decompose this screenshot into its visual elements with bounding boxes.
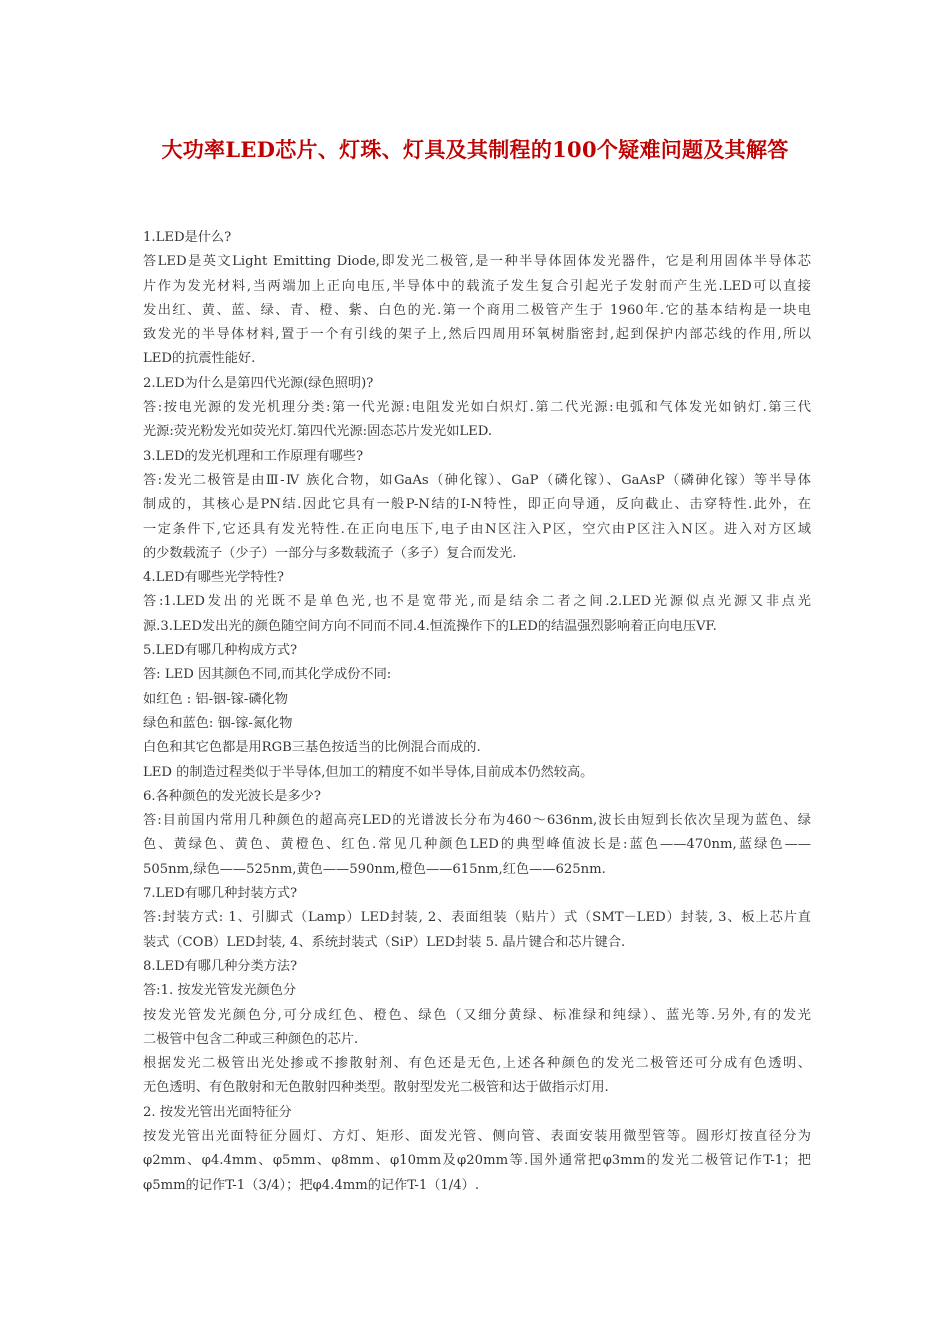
text-line: 白色和其它色都是用RGB三基色按适当的比例混合而成的. <box>143 740 481 756</box>
text-line: 的少数载流子（少子）一部分与多数载流子（多子）复合而发光. <box>143 545 517 561</box>
text-line: 二极管中包含二种或三种颜色的芯片. <box>143 1031 359 1047</box>
text-line: 2.LED为什么是第四代光源(绿色照明)? <box>143 375 374 391</box>
text-line: 装式（COB）LED封装, 4、系统封装式（SiP）LED封装 5. 晶片键合和芯片键合. <box>143 934 626 950</box>
text-line: 源.3.LED发出光的颜色随空间方向不同而不同.4.恒流操作下的LED的结温强烈影响着正向电压VF. <box>143 618 717 634</box>
document-body <box>143 226 811 1198</box>
text-line: 根据发光二极管出光处掺或不掺散射剂、有色还是无色,上述各种颜色的发光二极管还可分成有色透明、 <box>143 1056 811 1072</box>
text-line: 3.LED的发光机理和工作原理有哪些? <box>143 448 364 464</box>
text-line: 按发光管发光颜色分,可分成红色、橙色、绿色（又细分黄绿、标准绿和纯绿）、蓝光等.另外,有的发光 <box>143 1007 811 1023</box>
text-line: 1.LED是什么? <box>143 230 232 245</box>
text-line: 片作为发光材料,当两端加上正向电压,半导体中的载流子发生复合引起光子发射而产生光.LED可以直接 <box>143 278 811 294</box>
text-line: 光源:荧光粉发光如荧光灯.第四代光源:固态芯片发光如LED. <box>143 424 493 440</box>
text-line: 发出红、黄、蓝、绿、青、橙、紫、白色的光.第一个商用二极管产生于 1960年.它的基本结构是一块电 <box>143 302 811 318</box>
document-title: 大功率LED芯片、灯珠、灯具及其制程的100个疑难问题及其解答 <box>161 137 789 162</box>
text-line: 答:目前国内常用几种颜色的超高亮LED的光谱波长分布为460～636nm,波长由短到长依次呈现为蓝色、绿 <box>143 813 811 829</box>
text-line: 505nm,绿色——525nm,黄色——590nm,橙色——615nm,红色——625nm. <box>143 861 606 877</box>
text-line: 答:按电光源的发光机理分类:第一代光源:电阻发光如白炽灯.第二代光源:电弧和气体发光如钠灯.第三代 <box>143 400 811 416</box>
text-line: 2. 按发光管出光面特征分 <box>143 1104 292 1120</box>
text-line: 一定条件下,它还具有发光特性.在正向电压下,电子由N区注入P区，空穴由P区注入N区。进入对方区域 <box>143 521 811 537</box>
text-line: 答LED是英文Light Emitting Diode,即发光二极管,是一种半导体固体发光器件，它是利用固体半导体芯 <box>143 254 811 270</box>
text-line: 制成的，其核心是PN结.因此它具有一般P-N结的I-N特性，即正向导通，反向截止、击穿特性.此外，在 <box>143 497 811 513</box>
text-line: φ5mm的记作T-1（3/4）；把φ4.4mm的记作T-1（1/4）. <box>143 1177 480 1193</box>
text-line: 答:1. 按发光管发光颜色分 <box>143 983 297 999</box>
text-line: 致发光的半导体材料,置于一个有引线的架子上,然后四周用环氧树脂密封,起到保护内部芯线的作用,所以 <box>143 327 811 343</box>
text-line: 答:发光二极管是由Ⅲ-Ⅳ 族化合物，如GaAs（砷化镓）、GaP（磷化镓）、GaAsP（磷砷化镓）等半导体 <box>143 472 811 488</box>
text-line: 7.LED有哪几种封装方式? <box>143 886 298 902</box>
text-line: 答: LED 因其颜色不同,而其化学成份不同: <box>143 667 392 683</box>
text-line: 如红色 : 铝-铟-镓-磷化物 <box>143 691 288 707</box>
text-line: 答:1.LED发出的光既不是单色光,也不是宽带光,而是结余二者之间.2.LED光源似点光源又非点光 <box>143 594 811 610</box>
text-line: 色、黄绿色、黄色、黄橙色、红色.常见几种颜色LED的典型峰值波长是:蓝色——470nm,蓝绿色—— <box>143 837 811 853</box>
text-line: 4.LED有哪些光学特性? <box>143 570 284 586</box>
text-line: 无色透明、有色散射和无色散射四种类型。散射型发光二极管和达于做指示灯用. <box>143 1080 609 1096</box>
text-line: 8.LED有哪几种分类方法? <box>143 958 298 974</box>
text-line: 按发光管出光面特征分圆灯、方灯、矩形、面发光管、侧向管、表面安装用微型管等。圆形灯按直径分为 <box>143 1128 811 1144</box>
text-line: 答:封装方式: 1、引脚式（Lamp）LED封装, 2、表面组装（贴片）式（SMT－LED）封装, 3、板上芯片直 <box>143 910 811 926</box>
text-line: LED 的制造过程类似于半导体,但加工的精度不如半导体,目前成本仍然较高。 <box>143 764 594 780</box>
text-line: 6.各种颜色的发光波长是多少? <box>143 788 321 804</box>
text-line: φ2mm、φ4.4mm、φ5mm、φ8mm、φ10mm及φ20mm等.国外通常把φ3mm的发光二极管记作T-1；把 <box>143 1153 811 1169</box>
text-line: LED的抗震性能好. <box>143 351 256 367</box>
text-line: 绿色和蓝色: 铟-镓-氮化物 <box>143 715 293 731</box>
text-line: 5.LED有哪几种构成方式? <box>143 643 298 659</box>
